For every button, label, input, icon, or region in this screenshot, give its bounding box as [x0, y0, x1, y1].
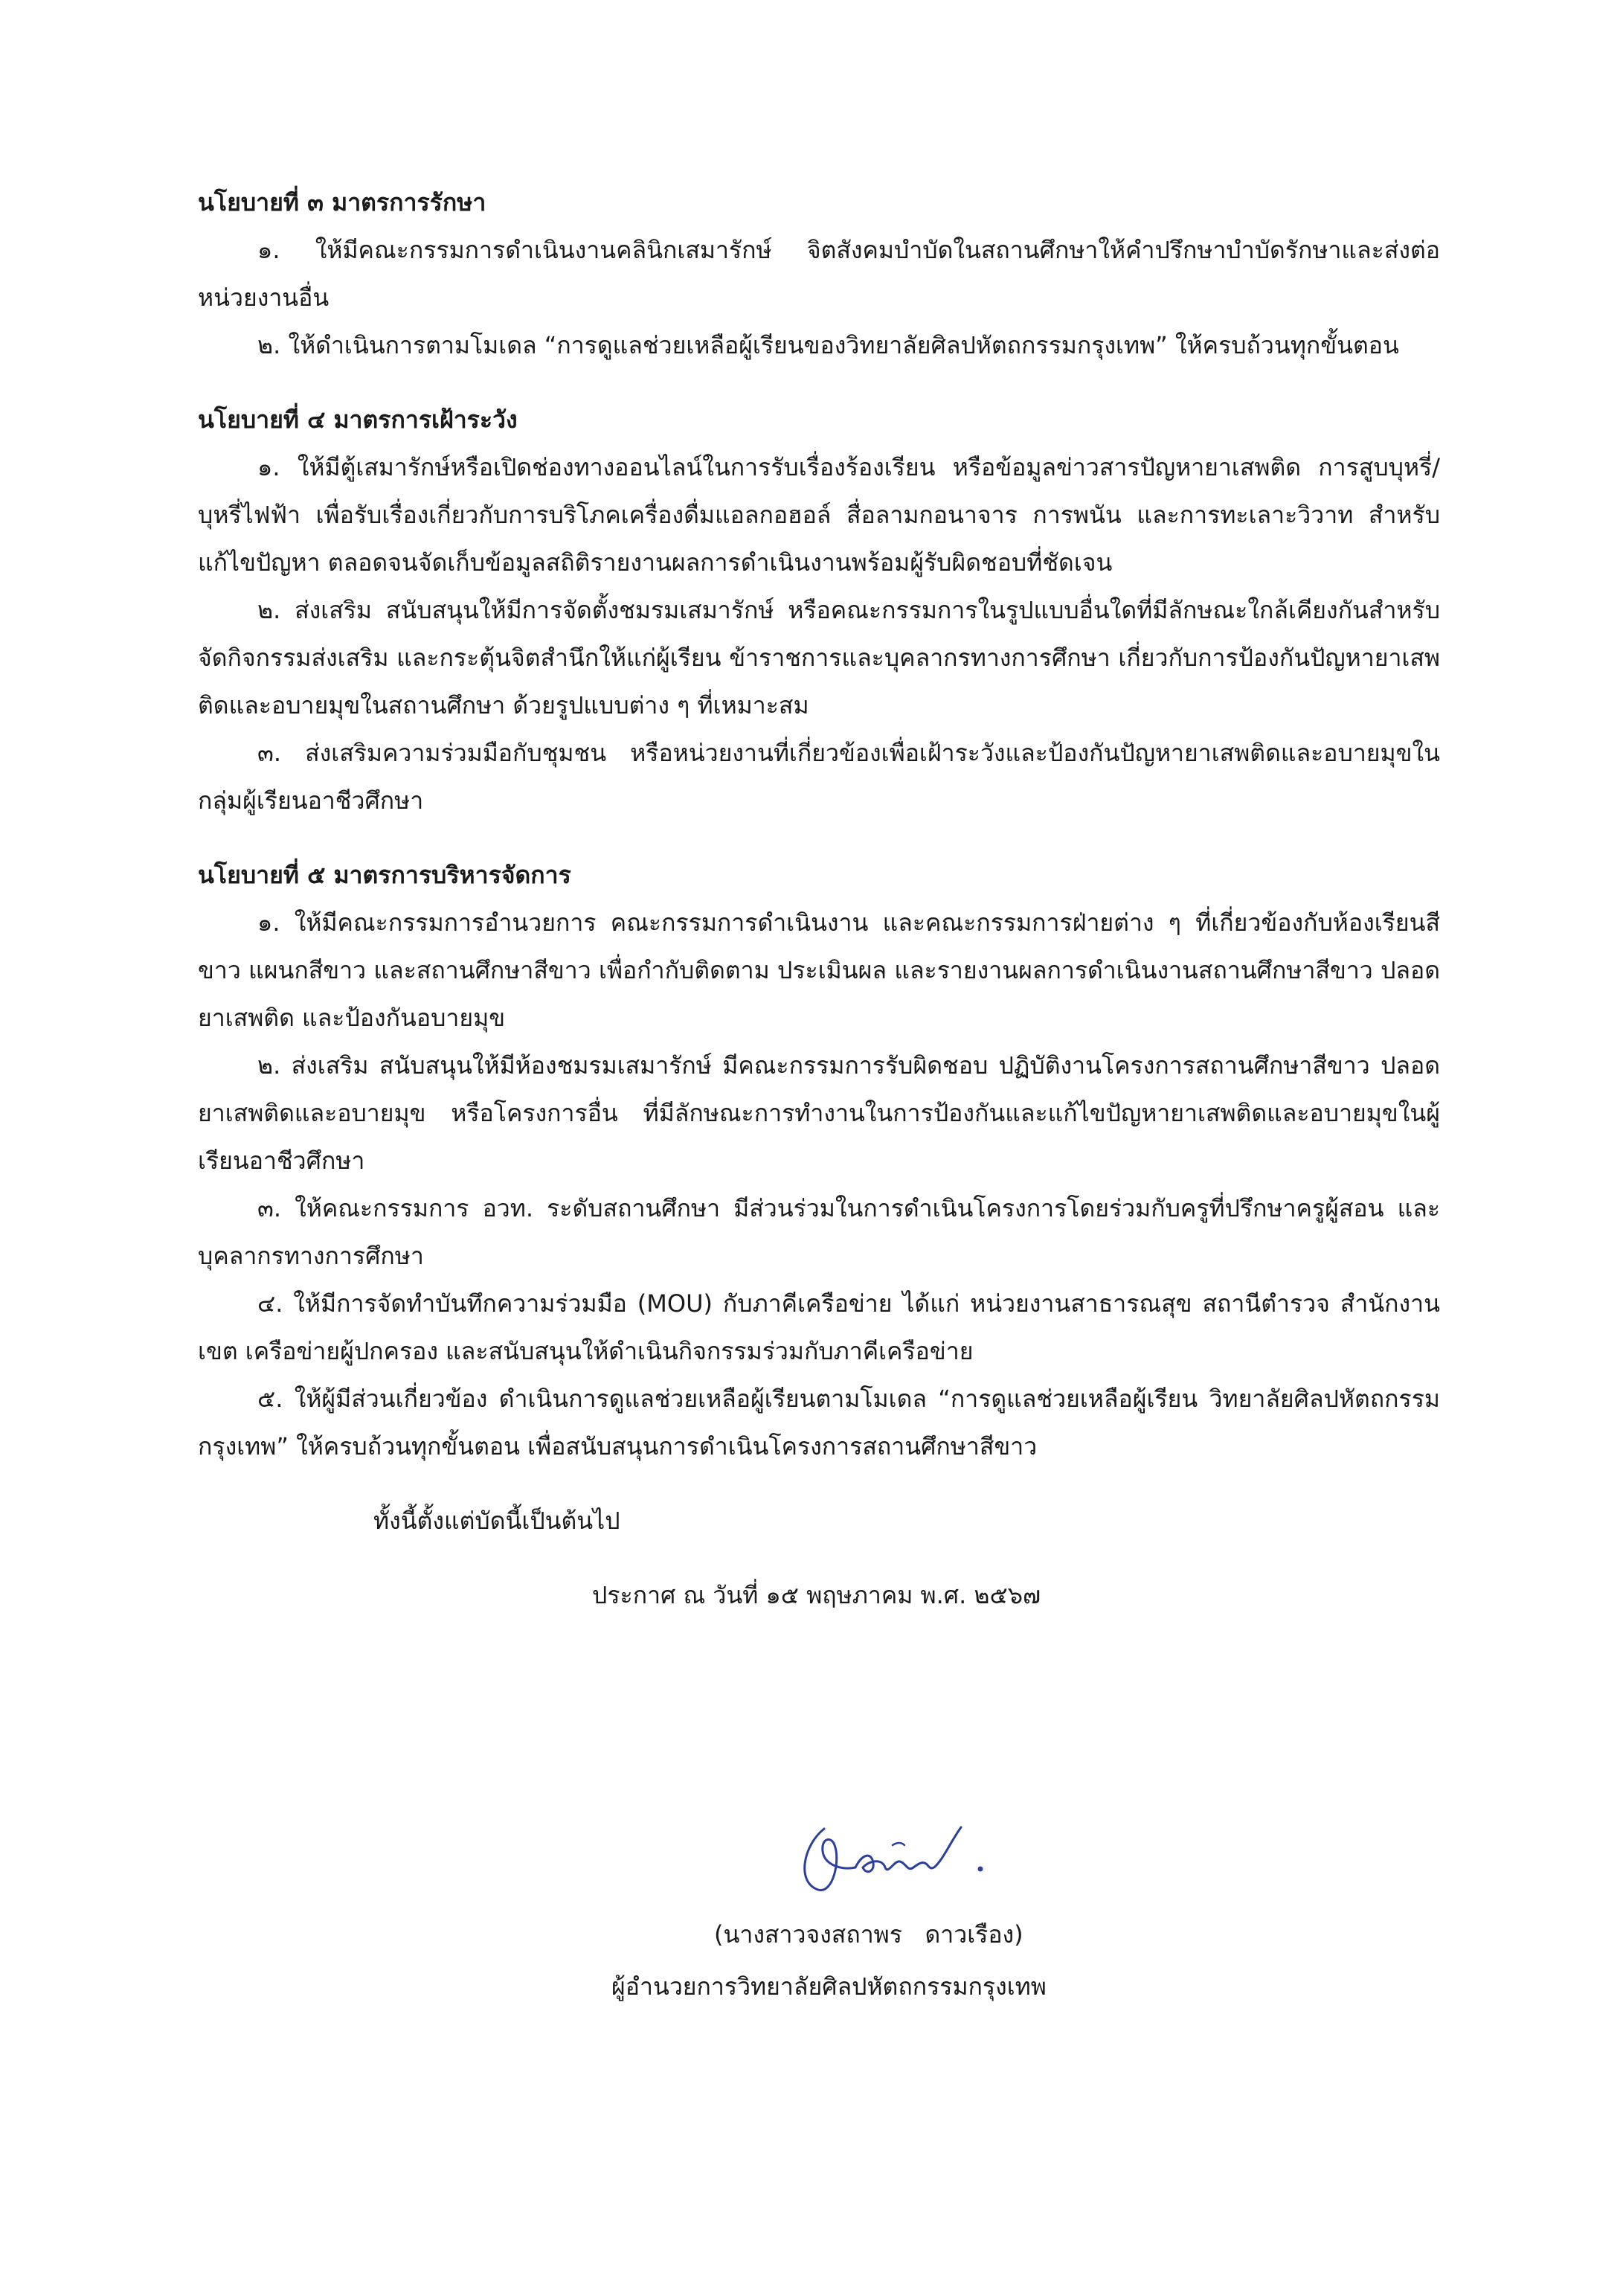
policy-5-item-4: ๔. ให้มีการจัดทำบันทึกความร่วมมือ (MOU) กับภาคีเครือข่าย ได้แก่ หน่วยงานสาธารณสุข สถานีตำรวจ สำนักงานเขต เครือข่ายผู้ปกครอง และสนับสนุนให้ดำเนินกิจกรรมร่วมกับภาคีเครือข่าย: [198, 1289, 1440, 1365]
policy-4-heading: นโยบายที่ ๔ มาตรการเฝ้าระวัง: [198, 405, 518, 434]
policy-4-item-1: ๑. ให้มีตู้เสมารักษ์หรือเปิดช่องทางออนไลน์ในการรับเรื่องร้องเรียน หรือข้อมูลข่าวสารปัญหายาเสพติด การสูบบุหรี่/บุหรี่ไฟฟ้า เพื่อรับเรื่องเกี่ยวกับการบริโภคเครื่องดื่มแอลกอฮอล์ สื่อลามกอนาจาร การพนัน และการทะเลาะวิวาท สำหรับแก้ไขปัญหา ตลอดจนจัดเก็บข้อมูลสถิติรายงานผลการดำเนินงานพร้อมผู้รับผิดชอบที่ชัดเจน: [198, 453, 1440, 577]
announcement-date: ประกาศ ณ วันที่ ๑๕ พฤษภาคม พ.ศ. ๒๕๖๗: [592, 1581, 1041, 1609]
policy-5-heading: นโยบายที่ ๕ มาตรการบริหารจัดการ: [198, 861, 571, 889]
policy-4-section: [198, 396, 1440, 824]
policy-5-section: [198, 851, 1440, 1470]
policy-5-item-3: ๓. ให้คณะกรรมการ อวท. ระดับสถานศึกษา มีส่วนร่วมในการดำเนินโครงการโดยร่วมกับครูที่ปรึกษาครูผู้สอน และบุคลากรทางการศึกษา: [198, 1194, 1440, 1270]
policy-3-item-1: ๑. ให้มีคณะกรรมการดำเนินงานคลินิกเสมารักษ์ จิตสังคมบำบัดในสถานศึกษาให้คำปรึกษาบำบัดรักษาและส่งต่อหน่วยงานอื่น: [198, 236, 1440, 312]
signer-title: ผู้อำนวยการวิทยาลัยศิลปหัตถกรรมกรุงเทพ: [611, 1972, 1047, 2001]
policy-3-section: [198, 179, 1440, 369]
closing-statement: ทั้งนี้ตั้งแต่บัดนี้เป็นต้นไป: [373, 1507, 620, 1535]
document-body: [198, 179, 1440, 1619]
signature-image: [788, 1815, 1012, 1897]
policy-3-item-2: ๒. ให้ดำเนินการตามโมเดล “การดูแลช่วยเหลือผู้เรียนของวิทยาลัยศิลปหัตถกรรมกรุงเทพ” ให้ครบถ้วนทุกขั้นตอน: [257, 331, 1399, 359]
policy-5-item-5: ๕. ให้ผู้มีส่วนเกี่ยวข้อง ดำเนินการดูแลช่วยเหลือผู้เรียนตามโมเดล “การดูแลช่วยเหลือผู้เรียน วิทยาลัยศิลปหัตถกรรมกรุงเทพ” ให้ครบถ้วนทุกขั้นตอน เพื่อสนับสนุนการดำเนินโครงการสถานศึกษาสีขาว: [198, 1385, 1440, 1460]
policy-5-item-1: ๑. ให้มีคณะกรรมการอำนวยการ คณะกรรมการดำเนินงาน และคณะกรรมการฝ่ายต่าง ๆ ที่เกี่ยวข้องกับห้องเรียนสีขาว แผนกสีขาว และสถานศึกษาสีขาว เพื่อกำกับติดตาม ประเมินผล และรายงานผลการดำเนินงานสถานศึกษาสีขาว ปลอดยาเสพติด และป้องกันอบายมุข: [198, 908, 1440, 1032]
policy-5-item-2: ๒. ส่งเสริม สนับสนุนให้มีห้องชมรมเสมารักษ์ มีคณะกรรมการรับผิดชอบ ปฏิบัติงานโครงการสถานศึกษาสีขาว ปลอดยาเสพติดและอบายมุข หรือโครงการอื่น ที่มีลักษณะการทำงานในการป้องกันและแก้ไขปัญหายาเสพติดและอบายมุขในผู้เรียนอาชีวศึกษา: [198, 1051, 1440, 1175]
signer-name: (นางสาวจงสถาพร ดาวเรือง): [714, 1920, 1023, 1949]
policy-3-heading: นโยบายที่ ๓ มาตรการรักษา: [198, 188, 486, 217]
policy-4-item-3: ๓. ส่งเสริมความร่วมมือกับชุมชน หรือหน่วยงานที่เกี่ยวข้องเพื่อเฝ้าระวังและป้องกันปัญหายาเสพติดและอบายมุขในกลุ่มผู้เรียนอาชีวศึกษา: [198, 739, 1440, 815]
policy-4-item-2: ๒. ส่งเสริม สนับสนุนให้มีการจัดตั้งชมรมเสมารักษ์ หรือคณะกรรมการในรูปแบบอื่นใดที่มีลักษณะใกล้เคียงกันสำหรับจัดกิจกรรมส่งเสริม และกระตุ้นจิตสำนึกให้แก่ผู้เรียน ข้าราชการและบุคลากรทางการศึกษา เกี่ยวกับการป้องกันปัญหายาเสพติดและอบายมุขในสถานศึกษา ด้วยรูปแบบต่าง ๆ ที่เหมาะสม: [198, 596, 1440, 719]
